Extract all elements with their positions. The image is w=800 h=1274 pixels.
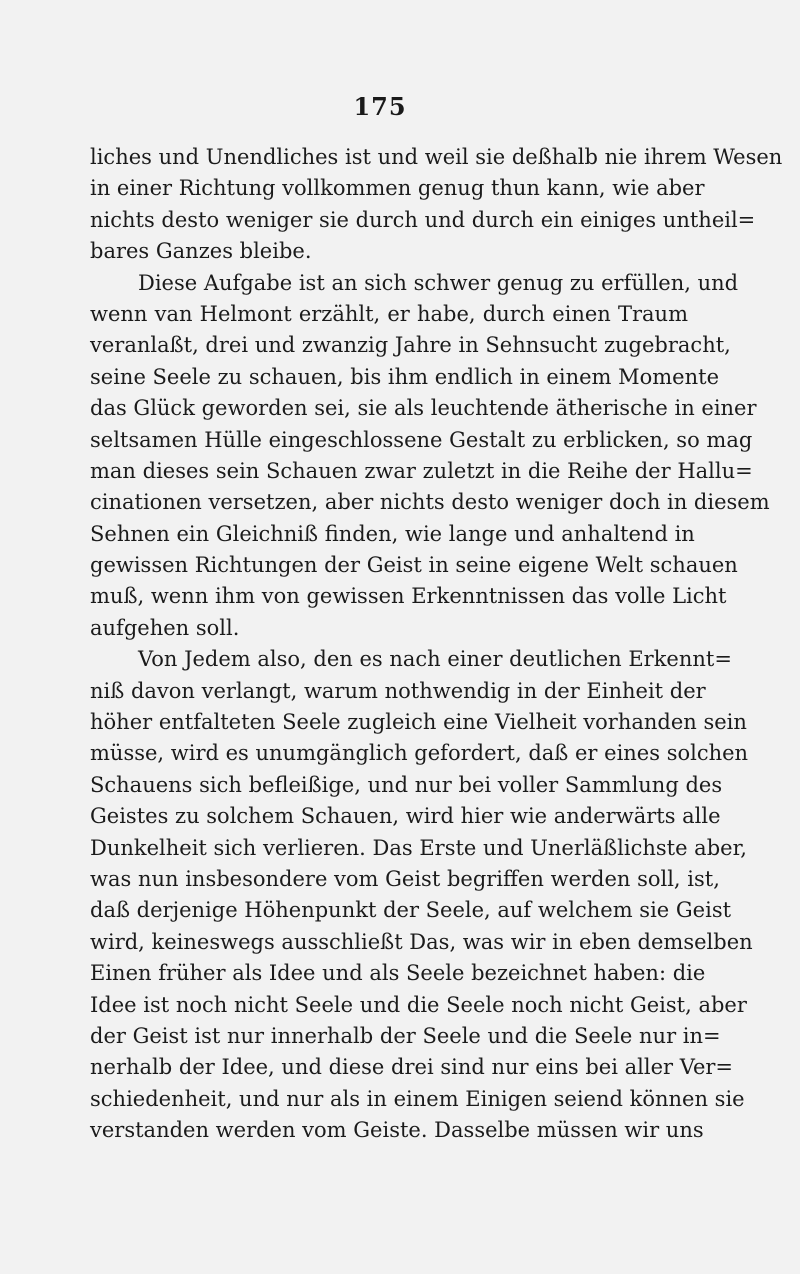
page-number: 175 [353,92,407,121]
paragraph [90,142,783,268]
text-line: Von Jedem also, den es nach einer deutlichen Erkennt= [138,647,732,672]
text-line: man dieses sein Schauen zwar zuletzt in die Reihe der Hallu= [90,458,753,483]
text-line: Sehnen ein Gleichniß finden, wie lange und anhaltend in [90,521,695,546]
text-line: wird, keineswegs ausschließt Das, was wir in eben demselben [90,929,753,954]
text-line: daß derjenige Höhenpunkt der Seele, auf welchem sie Geist [90,898,732,923]
text-line: nerhalb der Idee, und diese drei sind nur eins bei aller Ver= [90,1055,734,1080]
text-line: niß davon verlangt, warum nothwendig in der Einheit der [90,678,706,703]
text-line: veranlaßt, drei und zwanzig Jahre in Sehnsucht zugebracht, [90,333,731,358]
body-text [90,142,783,1147]
text-line: nichts desto weniger sie durch und durch ein einiges untheil= [90,207,756,232]
paragraph [90,268,770,645]
text-line: liches und Unendliches ist und weil sie deßhalb nie ihrem Wesen [90,145,783,169]
text-line: gewissen Richtungen der Geist in seine eigene Welt schauen [90,553,738,578]
text-line: schiedenheit, und nur als in einem Einigen seiend können sie [90,1086,745,1111]
text-line: was nun insbesondere vom Geist begriffen werden soll, ist, [90,866,720,891]
text-line: bares Ganzes bleibe. [90,239,312,264]
text-line: in einer Richtung vollkommen genug thun kann, wie aber [90,176,705,201]
text-line: Geistes zu solchem Schauen, wird hier wie anderwärts alle [90,804,721,829]
text-line: Einen früher als Idee und als Seele bezeichnet haben: die [90,961,706,986]
text-line: wenn van Helmont erzählt, er habe, durch einen Traum [90,301,688,326]
paragraph [90,644,753,1146]
text-line: verstanden werden vom Geiste. Dasselbe müssen wir uns [90,1118,704,1143]
text-line: aufgehen soll. [90,615,240,640]
footer-signature-area [0,1178,800,1208]
text-line: das Glück geworden sei, sie als leuchtende ätherische in einer [90,396,757,421]
text-line: muß, wenn ihm von gewissen Erkenntnissen das volle Licht [90,584,727,609]
text-line: der Geist ist nur innerhalb der Seele und die Seele nur in= [90,1023,721,1048]
text-line: höher entfalteten Seele zugleich eine Vielheit vorhanden sein [90,710,747,735]
text-line: Idee ist noch nicht Seele und die Seele noch nicht Geist, aber [90,992,747,1017]
text-line: Dunkelheit sich verlieren. Das Erste und Unerläßlichste aber, [90,835,747,860]
text-line: Diese Aufgabe ist an sich schwer genug zu erfüllen, und [138,270,739,295]
text-line: müsse, wird es unumgänglich gefordert, daß er eines solchen [90,741,749,766]
text-line: Schauens sich befleißige, und nur bei voller Sammlung des [90,772,723,797]
text-line: cinationen versetzen, aber nichts desto weniger doch in diesem [90,490,770,515]
text-line: seltsamen Hülle eingeschlossene Gestalt zu erblicken, so mag [90,427,753,452]
text-line: seine Seele zu schauen, bis ihm endlich in einem Momente [90,364,719,389]
